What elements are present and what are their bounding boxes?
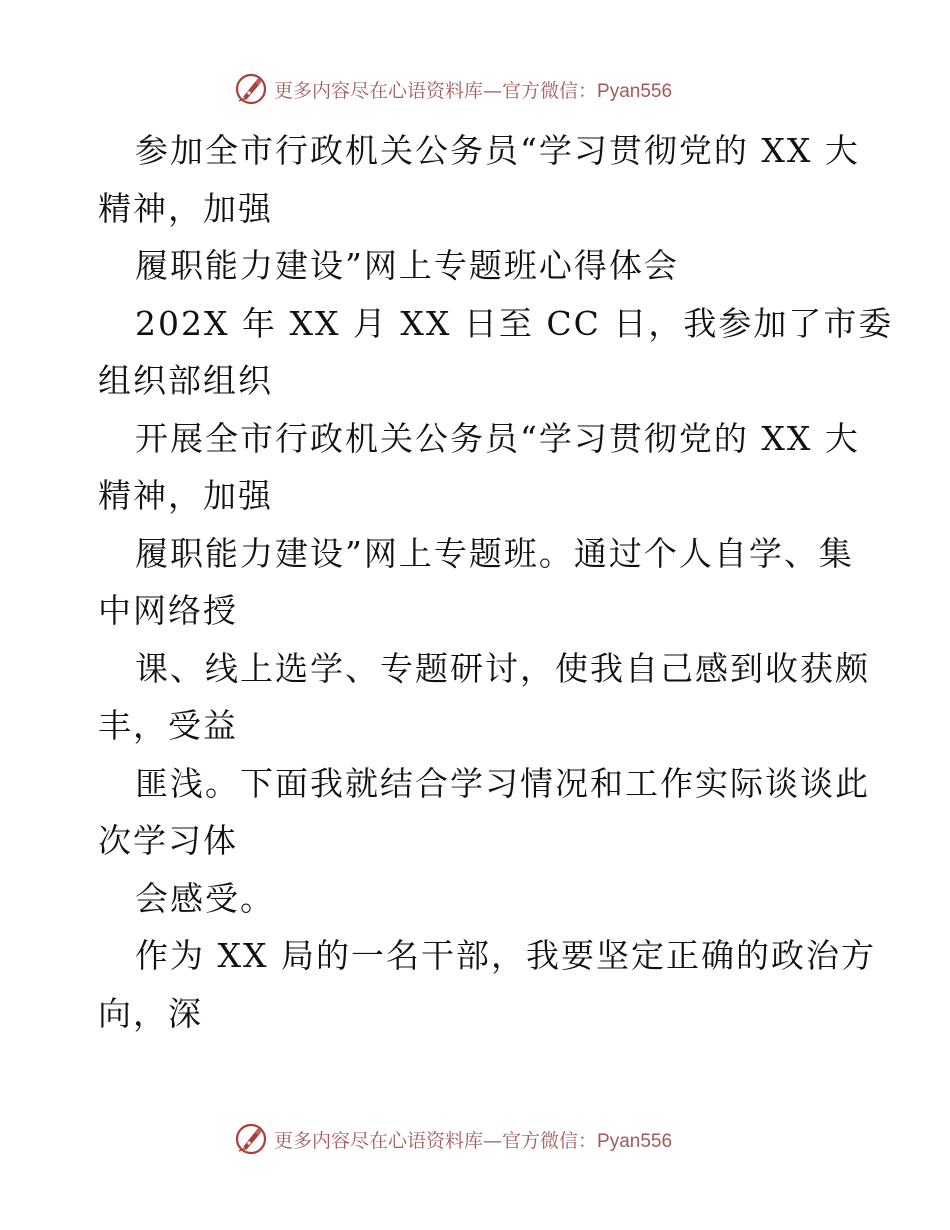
body-line: 202X 年 XX 月 XX 日至 CC 日，我参加了市委 xyxy=(135,303,894,343)
body-line: 会感受。 xyxy=(135,878,275,918)
body-line: 中网络授 xyxy=(98,591,238,630)
body-line: 丰，受益 xyxy=(98,706,238,745)
body-line: 作为 XX 局的一名干部，我要坚定正确的政治方 xyxy=(135,936,876,975)
document-body xyxy=(98,122,894,1042)
body-line: 履职能力建设”网上专题班。通过个人自学、集 xyxy=(135,533,854,573)
body-line: 匪浅。下面我就结合学习情况和工作实际谈谈此 xyxy=(135,763,870,803)
body-line: 组织部组织 xyxy=(98,361,273,400)
body-line: 参加全市行政机关公务员“学习贯彻党的 XX 大 xyxy=(135,131,860,170)
body-line: 精神，加强 xyxy=(98,188,273,228)
body-line: 开展全市行政机关公务员“学习贯彻党的 XX 大 xyxy=(135,418,860,458)
body-line: 课、线上选学、专题研讨，使我自己感到收获颇 xyxy=(135,648,870,688)
header-watermark xyxy=(234,72,734,106)
body-line: 精神，加强 xyxy=(98,476,273,515)
watermark-text: 更多内容尽在心语资料库—官方微信：Pyan556 xyxy=(274,1129,673,1152)
body-line: 向，深 xyxy=(98,993,203,1033)
pen-nib-logo-icon xyxy=(234,72,268,106)
body-line: 履职能力建设”网上专题班心得体会 xyxy=(135,246,679,285)
body-line: 次学习体 xyxy=(98,821,238,860)
footer-watermark xyxy=(234,1122,734,1156)
watermark-text: 更多内容尽在心语资料库—官方微信：Pyan556 xyxy=(274,79,673,102)
pen-nib-logo-icon xyxy=(234,1122,268,1156)
